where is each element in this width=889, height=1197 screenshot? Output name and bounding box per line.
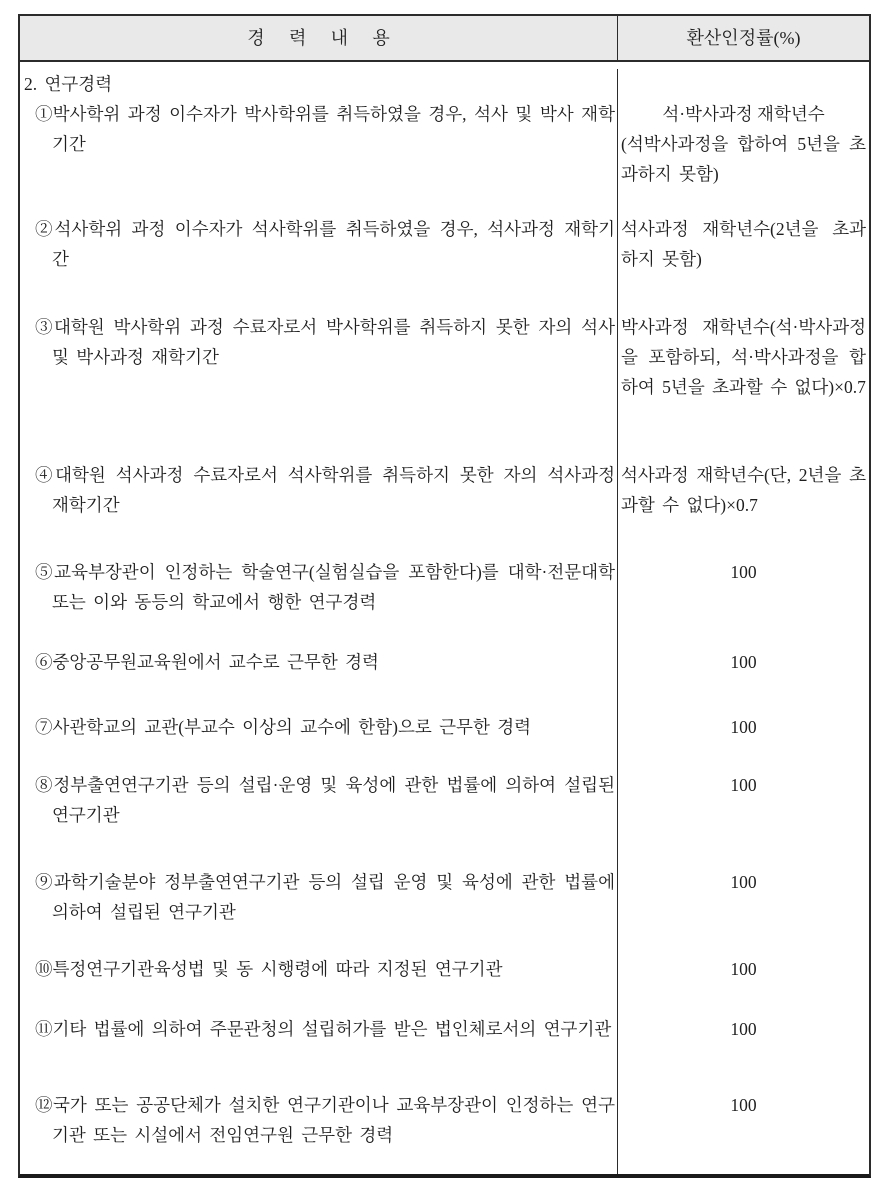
career-content-cell: ③대학원 박사학위 과정 수료자로서 박사학위를 취득하지 못한 자의 석사 및 박사과정 재학기간 (20, 312, 618, 460)
career-content-cell: ⑦사관학교의 교관(부교수 이상의 교수에 한함)으로 근무한 경력 (20, 712, 618, 770)
rate-cell (618, 312, 869, 460)
rate-main: 100 (730, 959, 757, 979)
career-content-cell: ⑥중앙공무원교육원에서 교수로 근무한 경력 (20, 647, 618, 712)
header-conversion-rate: 환산인정률(%) (686, 28, 801, 48)
rate-cell (618, 1090, 869, 1174)
table-row (20, 867, 869, 954)
career-recognition-table (18, 14, 871, 1178)
rate-main: 100 (730, 1095, 757, 1115)
rate-cell (618, 647, 869, 712)
career-content-cell: ④대학원 석사과정 수료자로서 석사학위를 취득하지 못한 자의 석사과정 재학기간 (20, 460, 618, 557)
career-content-cell: ②석사학위 과정 이수자가 석사학위를 취득하였을 경우, 석사과정 재학기간 (20, 214, 618, 312)
table-header-row (20, 16, 869, 62)
rate-main: 100 (730, 775, 757, 795)
career-content-cell: ⑫국가 또는 공공단체가 설치한 연구기관이나 교육부장관이 인정하는 연구기관 또는 시설에서 전임연구원 근무한 경력 (20, 1090, 618, 1174)
rate-detail: 석사과정 재학년수(단, 2년을 초과할 수 없다)×0.7 (621, 465, 866, 515)
table-row (20, 647, 869, 712)
career-content-cell: ⑪기타 법률에 의하여 주문관청의 설립허가를 받은 법인체로서의 연구기관 (20, 1014, 618, 1090)
table-row (20, 770, 869, 867)
table-row (20, 954, 869, 1014)
section-rate-cell (618, 69, 869, 99)
rate-cell (618, 214, 869, 312)
rate-cell (618, 867, 869, 954)
rate-main: 석·박사과정 재학년수 (662, 104, 825, 124)
table-row (20, 214, 869, 312)
career-content-cell: ⑧정부출연연구기관 등의 설립·운영 및 육성에 관한 법률에 의하여 설립된 연구기관 (20, 770, 618, 867)
rate-detail: 박사과정 재학년수(석·박사과정을 포함하되, 석·박사과정을 합하여 5년을 초과할 수 없다)×0.7 (621, 317, 866, 397)
table-row (20, 99, 869, 214)
career-content-cell: ⑩특정연구기관육성법 및 동 시행령에 따라 지정된 연구기관 (20, 954, 618, 1014)
rate-main: 100 (730, 872, 757, 892)
rate-main: 100 (730, 562, 757, 582)
section-title: 2. 연구경력 (20, 69, 618, 99)
table-row (20, 1090, 869, 1174)
rate-cell (618, 99, 869, 214)
rate-main: 100 (730, 717, 757, 737)
career-content-cell: ⑤교육부장관이 인정하는 학술연구(실험실습을 포함한다)를 대학·전문대학 또는 이와 동등의 학교에서 행한 연구경력 (20, 557, 618, 647)
career-content-cell: ⑨과학기술분야 정부출연연구기관 등의 설립 운영 및 육성에 관한 법률에 의하여 설립된 연구기관 (20, 867, 618, 954)
rate-cell (618, 770, 869, 867)
rate-main: 100 (730, 1019, 757, 1039)
career-content-cell: ①박사학위 과정 이수자가 박사학위를 취득하였을 경우, 석사 및 박사 재학기간 (20, 99, 618, 214)
rate-cell (618, 712, 869, 770)
table-row (20, 1014, 869, 1090)
table-row (20, 460, 869, 557)
rate-cell (618, 557, 869, 647)
rate-detail: 석사과정 재학년수(2년을 초과하지 못함) (621, 219, 866, 269)
rate-cell (618, 954, 869, 1014)
rate-main: 100 (730, 652, 757, 672)
rate-detail: (석박사과정을 합하여 5년을 초과하지 못함) (621, 134, 866, 184)
rate-cell (618, 460, 869, 557)
table-row (20, 312, 869, 460)
section-row (20, 69, 869, 99)
table-body (20, 62, 869, 1174)
table-row (20, 557, 869, 647)
header-career-content: 경 력 내 용 (20, 16, 618, 60)
rate-cell (618, 1014, 869, 1090)
table-row (20, 712, 869, 770)
